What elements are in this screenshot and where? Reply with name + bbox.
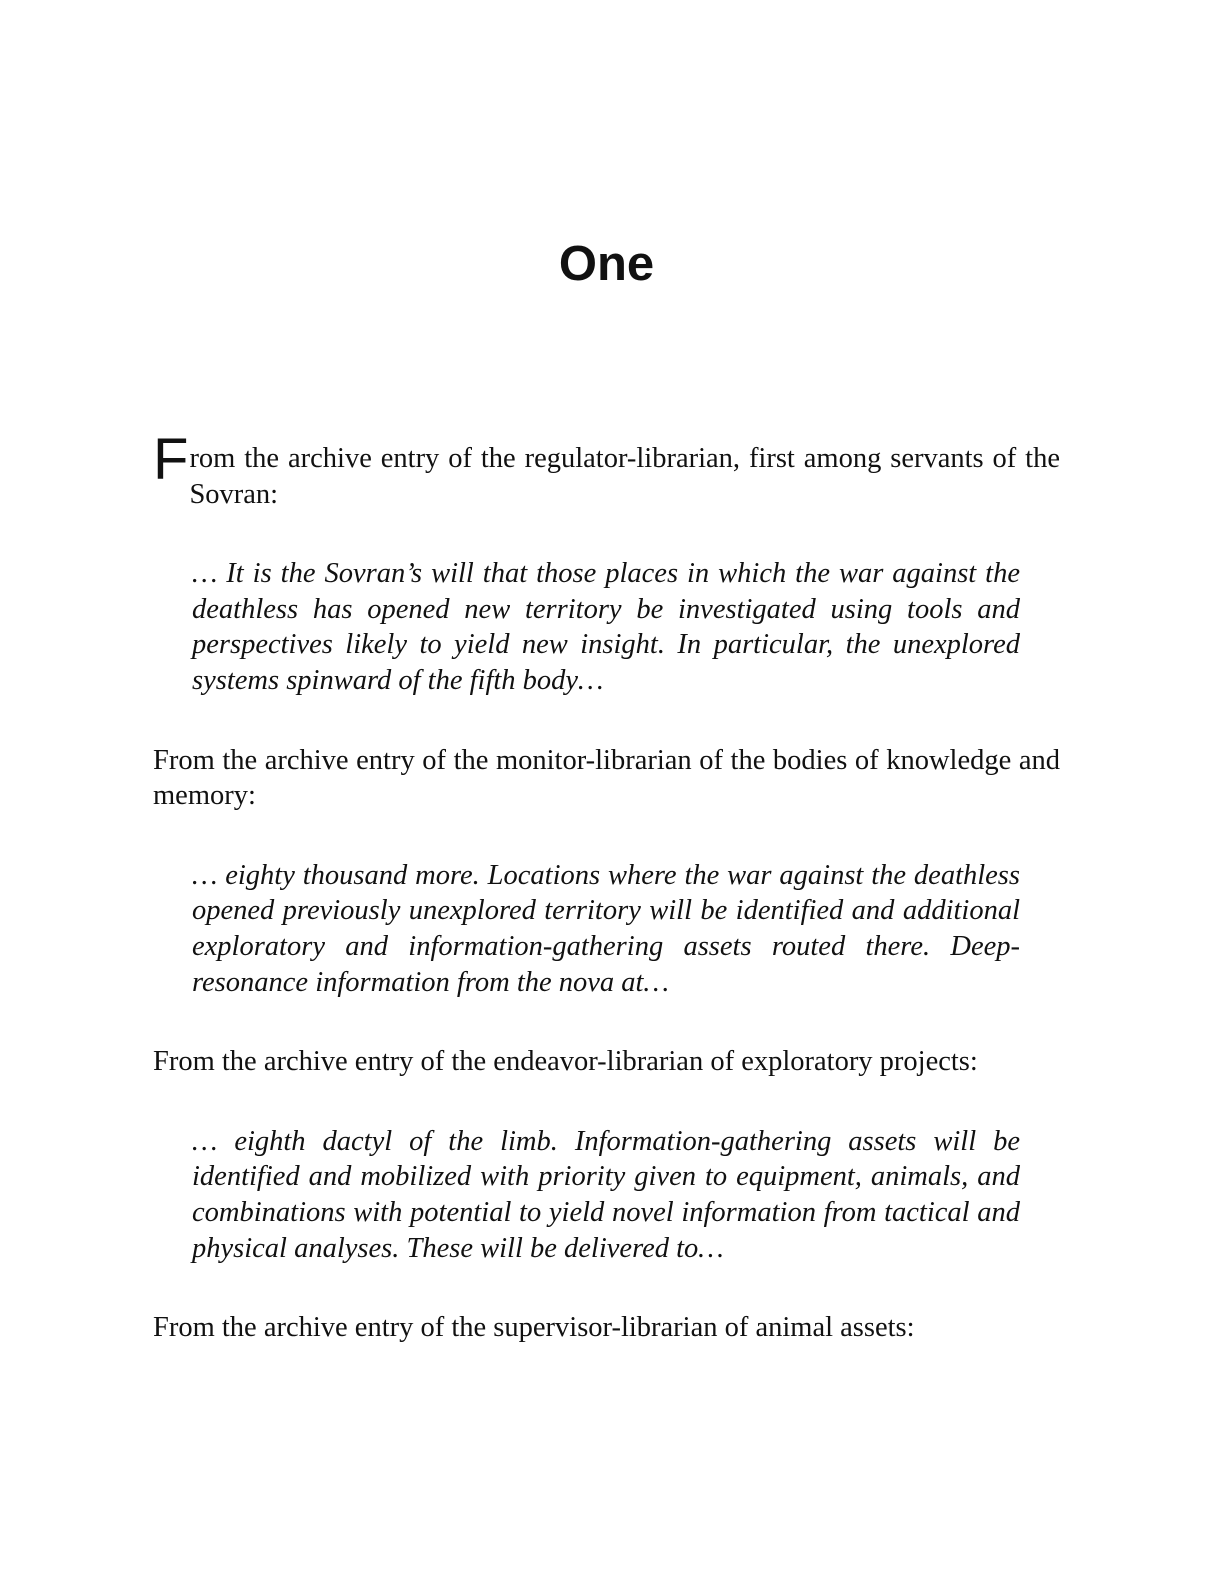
entry-intro-regulator — [153, 427, 1060, 512]
drop-cap: F — [153, 427, 189, 492]
entry-intro-endeavor: From the archive entry of the endeavor-librarian of exploratory projects: — [153, 1046, 978, 1078]
entry-intro-supervisor: From the archive entry of the supervisor-librarian of animal assets: — [153, 1312, 915, 1344]
entry-quote-endeavor: … eighth dactyl of the limb. Information-gathering assets will be identified and mobilized with priority given to equipment, animals, and combinations with potential to yield novel information from tactical and physical analyses. These will be delivered to… — [192, 1125, 1020, 1264]
chapter-body — [153, 427, 1060, 1346]
entry-intro-monitor: From the archive entry of the monitor-librarian of the bodies of knowledge and memory: — [153, 744, 1060, 812]
entry-quote-monitor: … eighty thousand more. Locations where the war against the deathless opened previously unexplored territory will be identified and additional exploratory and information-gathering assets routed there. Deep-resonance information from the nova at… — [192, 859, 1020, 998]
entry-intro-text: rom the archive entry of the regulator-librarian, first among servants of the Sovran: — [189, 443, 1060, 510]
chapter-title: One — [558, 237, 655, 291]
entry-quote-regulator: … It is the Sovran’s will that those places in which the war against the deathless has opened new territory be investigated using tools and perspectives likely to yield new insight. In particular, the unexplored systems spinward of the fifth body… — [192, 558, 1020, 696]
book-page — [153, 0, 1060, 1584]
